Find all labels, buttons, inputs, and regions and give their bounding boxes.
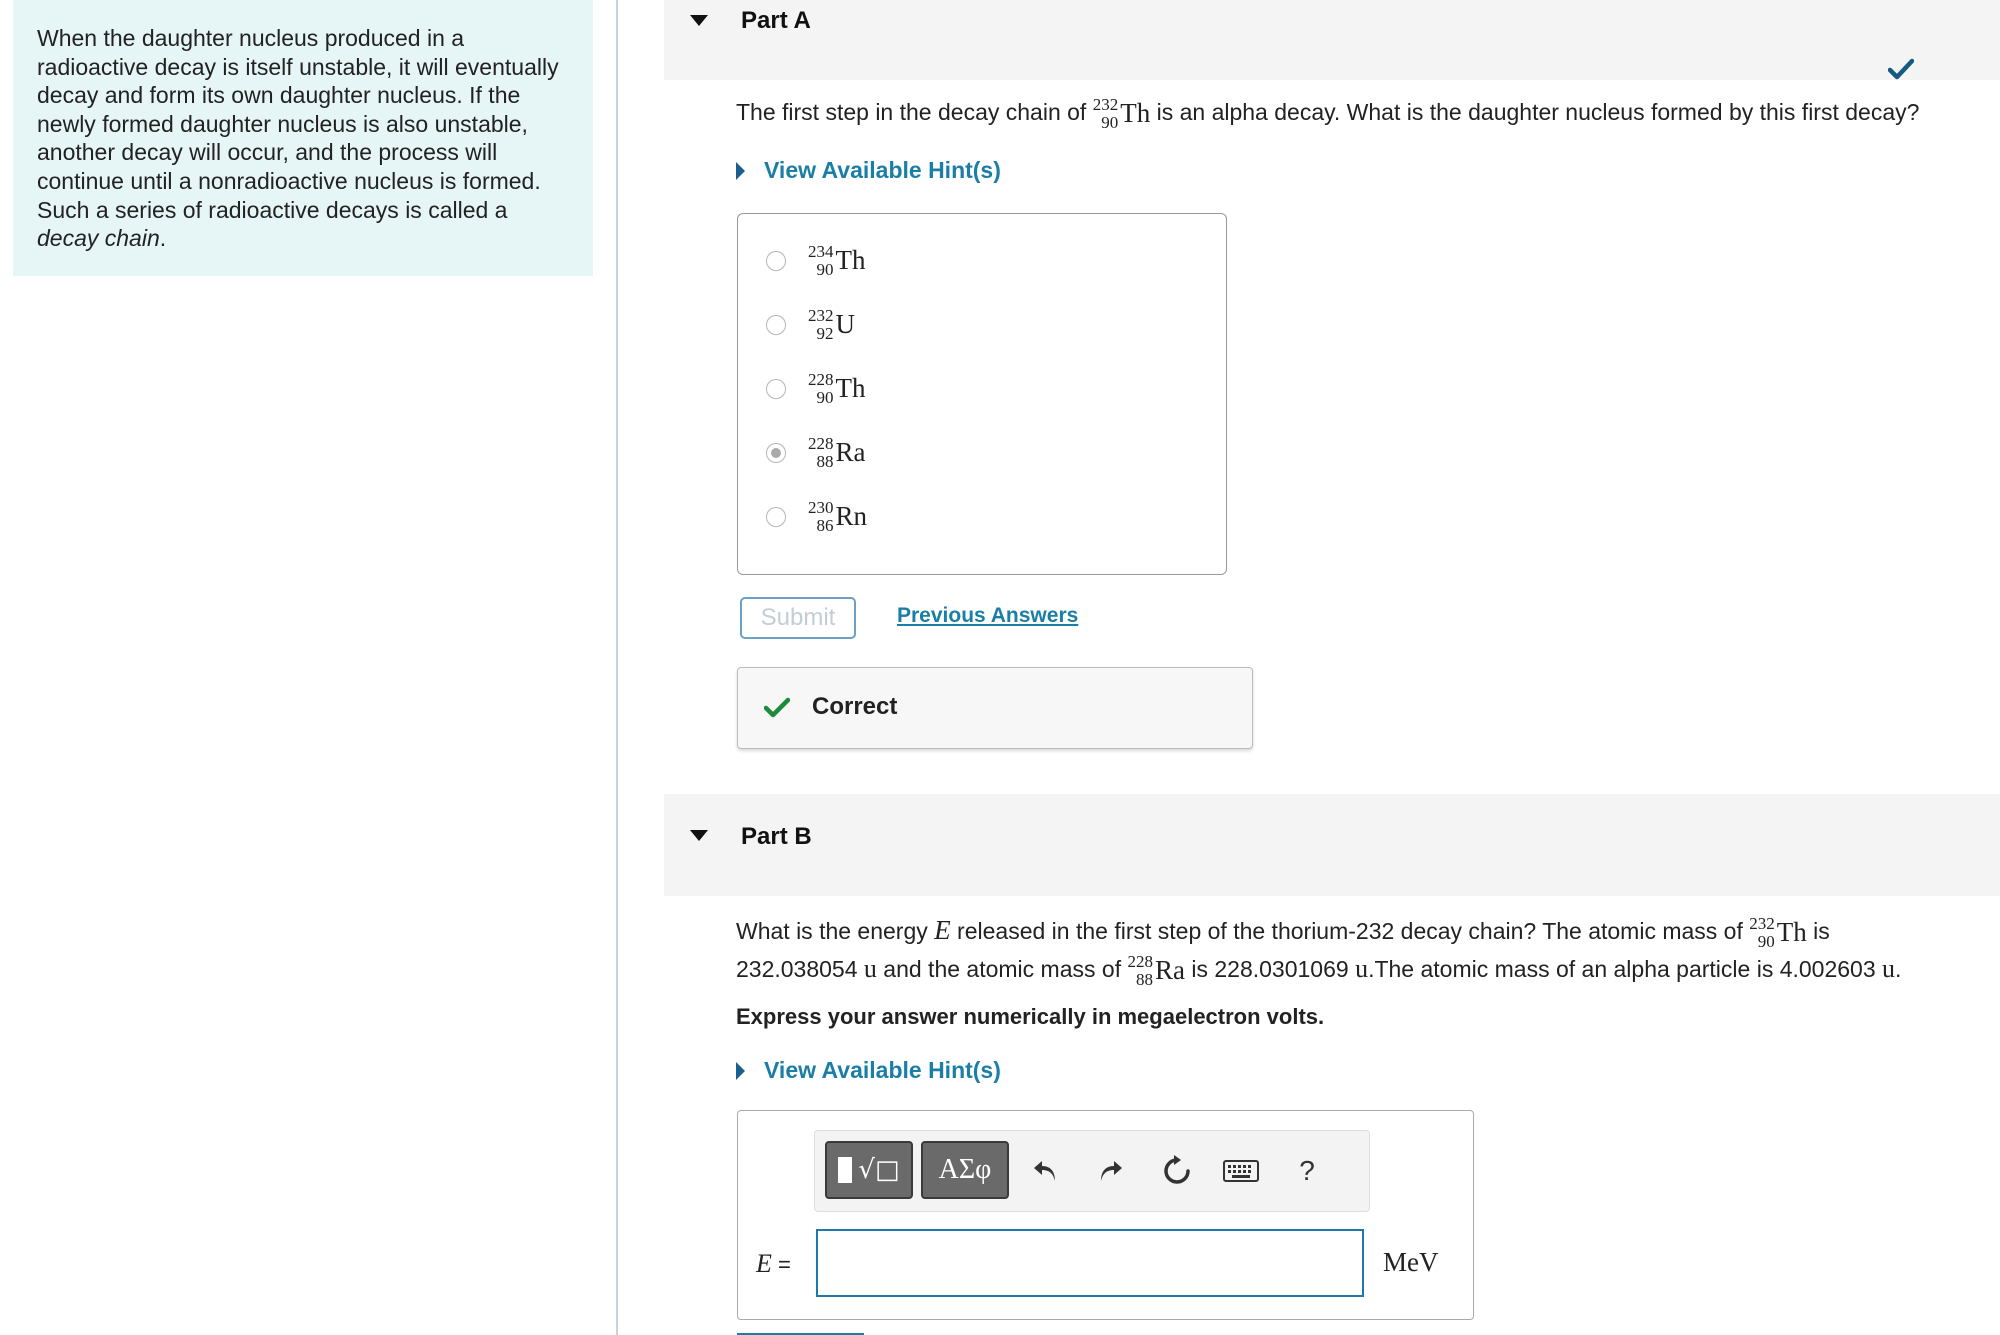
- submit-button[interactable]: Submit: [740, 597, 856, 639]
- isotope-atomic: 90: [1101, 112, 1119, 132]
- unit-u: u: [1882, 953, 1896, 983]
- question-text: 232.038054: [736, 955, 864, 982]
- instruction: Express your answer numerically in megaelectron volts.: [736, 1004, 1325, 1029]
- check-icon: [764, 697, 790, 719]
- unit-label: MeV: [1383, 1247, 1439, 1277]
- choice-isotope: [808, 243, 866, 279]
- previous-answers-link[interactable]: Previous Answers: [897, 604, 1079, 627]
- expand-caret-icon: [736, 1062, 745, 1080]
- question-text: .: [1895, 955, 1902, 982]
- choice-atomic: 86: [816, 515, 834, 535]
- energy-variable: E: [934, 915, 951, 945]
- choice-mass: 234: [808, 242, 834, 261]
- radio-button[interactable]: [766, 379, 786, 399]
- question-text: is: [1806, 918, 1830, 944]
- choice-symbol: Rn: [835, 501, 868, 532]
- part-a-title: Part A: [741, 7, 811, 34]
- choice-mass: 228: [808, 370, 834, 389]
- question-text: and the atomic mass of: [876, 955, 1128, 982]
- question-text: The first step in the decay chain of: [736, 98, 1093, 125]
- isotope-th232: [1749, 915, 1807, 951]
- radio-button[interactable]: [766, 315, 786, 335]
- feedback-label: Correct: [812, 693, 898, 720]
- choice-th234[interactable]: [766, 243, 866, 279]
- isotope-mass: 232: [1092, 95, 1119, 114]
- question-text-end: is an alpha decay. What is the daughter nucleus formed by this first decay?: [1150, 98, 1920, 125]
- column-divider: [616, 0, 618, 1335]
- choice-isotope: [808, 499, 867, 535]
- collapse-caret-icon[interactable]: [690, 15, 708, 26]
- part-b-question: [736, 912, 1986, 989]
- choice-isotope: [808, 435, 866, 471]
- unit-u: u: [1355, 953, 1369, 983]
- intro-end: .: [159, 225, 167, 252]
- templates-label: √□: [858, 1155, 900, 1185]
- equals-sign: =: [771, 1252, 791, 1277]
- choice-isotope: [808, 307, 855, 343]
- part-a-hint-toggle[interactable]: [736, 157, 1001, 184]
- greek-symbols-button[interactable]: ΑΣφ: [921, 1141, 1009, 1199]
- part-b-title: Part B: [741, 823, 812, 850]
- completed-check-icon: [1888, 58, 1914, 80]
- redo-icon[interactable]: [1091, 1151, 1131, 1191]
- intro-panel: [13, 0, 593, 276]
- radio-button[interactable]: [766, 251, 786, 271]
- undo-icon[interactable]: [1025, 1151, 1065, 1191]
- keyboard-icon[interactable]: [1219, 1151, 1263, 1191]
- expand-caret-icon: [736, 162, 745, 180]
- math-toolbar: [814, 1130, 1370, 1212]
- reset-icon[interactable]: [1157, 1151, 1197, 1191]
- choice-mass: 230: [808, 498, 834, 517]
- part-a-question: [736, 96, 1919, 132]
- answer-variable: E: [756, 1249, 772, 1278]
- isotope-symbol: Th: [1120, 98, 1151, 129]
- choice-atomic: 90: [816, 259, 834, 279]
- part-a-header[interactable]: [664, 0, 2000, 80]
- choice-symbol: Ra: [835, 437, 866, 468]
- isotope-ra228: [1127, 953, 1185, 989]
- intro-text: When the daughter nucleus produced in a radioactive decay is itself unstable, it will eventually decay and form its own daughter nucleus. If the newly formed daughter nucleus is also unstable, another decay will occur, and the process will continue until a nonradioactive nucleus is formed. Such a series of radioactive decays is called a: [37, 25, 559, 223]
- choice-atomic: 88: [816, 451, 834, 471]
- choice-symbol: Th: [835, 245, 866, 276]
- choice-th228[interactable]: [766, 371, 866, 407]
- isotope-mass: 232: [1749, 914, 1775, 934]
- isotope-atomic: 88: [1135, 969, 1153, 989]
- collapse-caret-icon[interactable]: [690, 830, 708, 841]
- hint-label: View Available Hint(s): [764, 1057, 1001, 1083]
- choice-mass: 228: [808, 434, 834, 453]
- answer-label: [756, 1249, 791, 1279]
- choice-mass: 232: [808, 306, 834, 325]
- question-text: is 228.0301069: [1184, 955, 1356, 982]
- unit-u: u: [863, 953, 877, 983]
- choice-symbol: Th: [835, 373, 866, 404]
- templates-button[interactable]: [825, 1141, 913, 1199]
- intro-emphasis: decay chain: [37, 225, 160, 252]
- choice-atomic: 90: [816, 387, 834, 407]
- question-text: .The atomic mass of an alpha particle is 4.002603: [1368, 955, 1883, 982]
- choice-u232[interactable]: [766, 307, 855, 343]
- part-b-header[interactable]: [664, 794, 2000, 896]
- choice-isotope: [808, 371, 866, 407]
- hint-label: View Available Hint(s): [764, 157, 1001, 183]
- part-b-hint-toggle[interactable]: [736, 1057, 1001, 1084]
- feedback-correct: [737, 667, 1253, 749]
- radio-button[interactable]: [766, 507, 786, 527]
- question-text: What is the energy: [736, 918, 935, 944]
- choice-symbol: U: [835, 309, 855, 340]
- radio-button-selected[interactable]: [766, 443, 786, 463]
- isotope-th232: [1093, 96, 1151, 132]
- isotope-atomic: 90: [1757, 931, 1775, 951]
- isotope-mass: 228: [1127, 951, 1153, 971]
- answer-choices: [737, 213, 1227, 575]
- template-block-icon: [838, 1157, 852, 1183]
- answer-input[interactable]: [816, 1229, 1364, 1297]
- choice-atomic: 92: [816, 323, 834, 343]
- choice-ra228[interactable]: [766, 435, 866, 471]
- isotope-symbol: Th: [1776, 917, 1807, 948]
- answer-box: [737, 1110, 1474, 1320]
- choice-rn230[interactable]: [766, 499, 867, 535]
- help-button[interactable]: ?: [1299, 1155, 1315, 1186]
- isotope-symbol: Ra: [1154, 955, 1185, 986]
- question-text: released in the first step of the thorium-232 decay chain? The atomic mass of: [950, 918, 1750, 944]
